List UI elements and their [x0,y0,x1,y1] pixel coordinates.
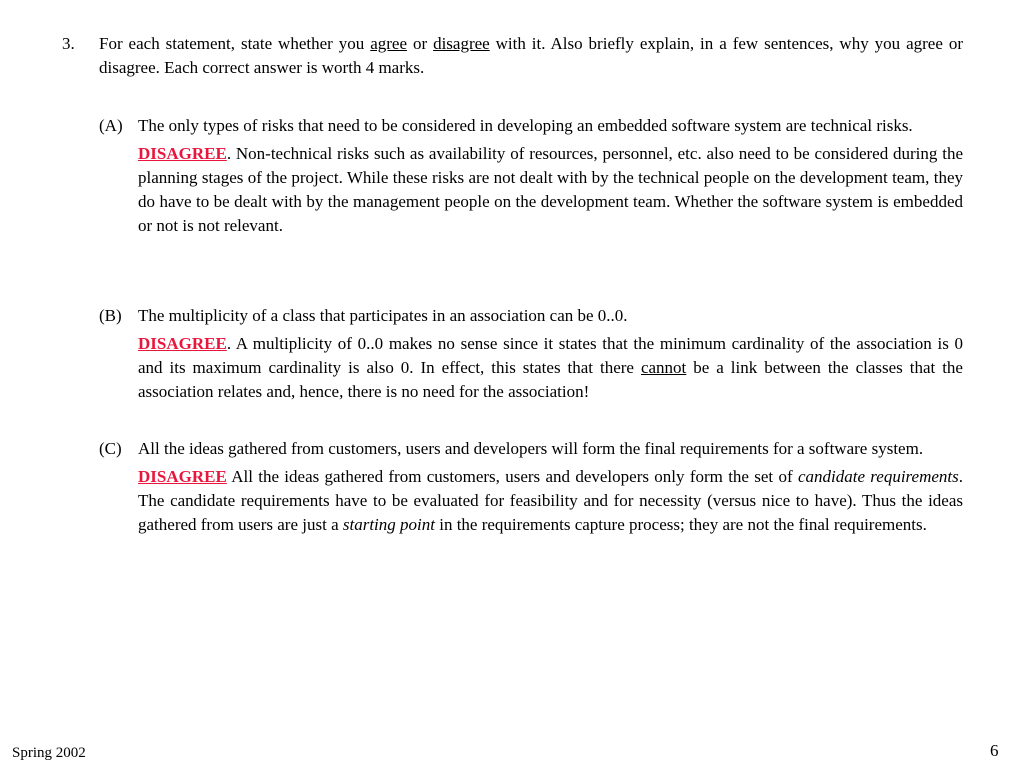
candidate-requirements-term: candidate requirements [797,467,959,486]
question-intro [99,32,963,80]
part-a-answer-text: . Non-technical risks such as availability of resources, personnel, etc. also need to be considered during the planning stages of the project. While these risks are not dealt with by the technical people on the development team, they do have to be dealt with by the management people on the development team. Whether the software system is embedded or not is not relevant. [138,144,963,235]
starting-point-term: starting point [342,515,435,534]
part-b-body [138,304,963,404]
part-a-answer [138,142,963,238]
part-c-answer [138,465,963,537]
part-b-answer [138,332,963,404]
page-number: 6 [990,741,999,760]
part-b-cannot: cannot [640,358,687,377]
part-b-statement: The multiplicity of a class that participates in an association can be 0..0. [138,306,628,325]
part-c-body [138,437,963,537]
or-word: or [407,34,434,53]
part-a [99,114,963,238]
agree-word: agree [370,34,408,53]
part-a-statement: The only types of risks that need to be considered in developing an embedded software system are technical risks. [138,116,913,135]
part-b-answer-text: . A multiplicity of 0..0 makes no sense since it states that the minimum cardinality of the association is 0 and its maximum cardinality is also 0. In effect, this states that there [138,334,963,377]
part-c-answer-text-1: All the ideas gathered from customers, users and developers only form the set of [226,467,798,486]
footer-date: Spring 2002 [12,745,86,761]
part-c-verdict: DISAGREE [138,467,227,486]
intro-text-end: with it. Also briefly explain, in a few sentences, why you agree or disagree. Each correct answer is worth 4 marks. [99,34,963,77]
part-c-answer-text-3: in the requirements capture process; they are not the final requirements. [434,515,927,534]
disagree-word: disagree [433,34,490,53]
part-c-answer-text-2: . The candidate requirements have to be evaluated for feasibility and for necessity (versus nice to have). Thus the ideas gathered from users are just a [138,467,963,534]
intro-text: For each statement, state whether you [99,34,371,53]
part-a-label: (A) [99,116,123,135]
part-b-label: (B) [99,306,122,325]
part-c-statement: All the ideas gathered from customers, users and developers will form the final requirements for a software system. [138,439,924,458]
part-a-verdict: DISAGREE [138,144,227,163]
question-number: 3. [62,34,75,53]
part-a-body [138,114,963,238]
part-b-verdict: DISAGREE [138,334,227,353]
part-b [99,304,963,404]
part-c-label: (C) [99,439,122,458]
part-c [99,437,963,537]
part-b-answer-text-end: be a link between the classes that the association relates and, hence, there is no need for the association! [138,358,963,401]
